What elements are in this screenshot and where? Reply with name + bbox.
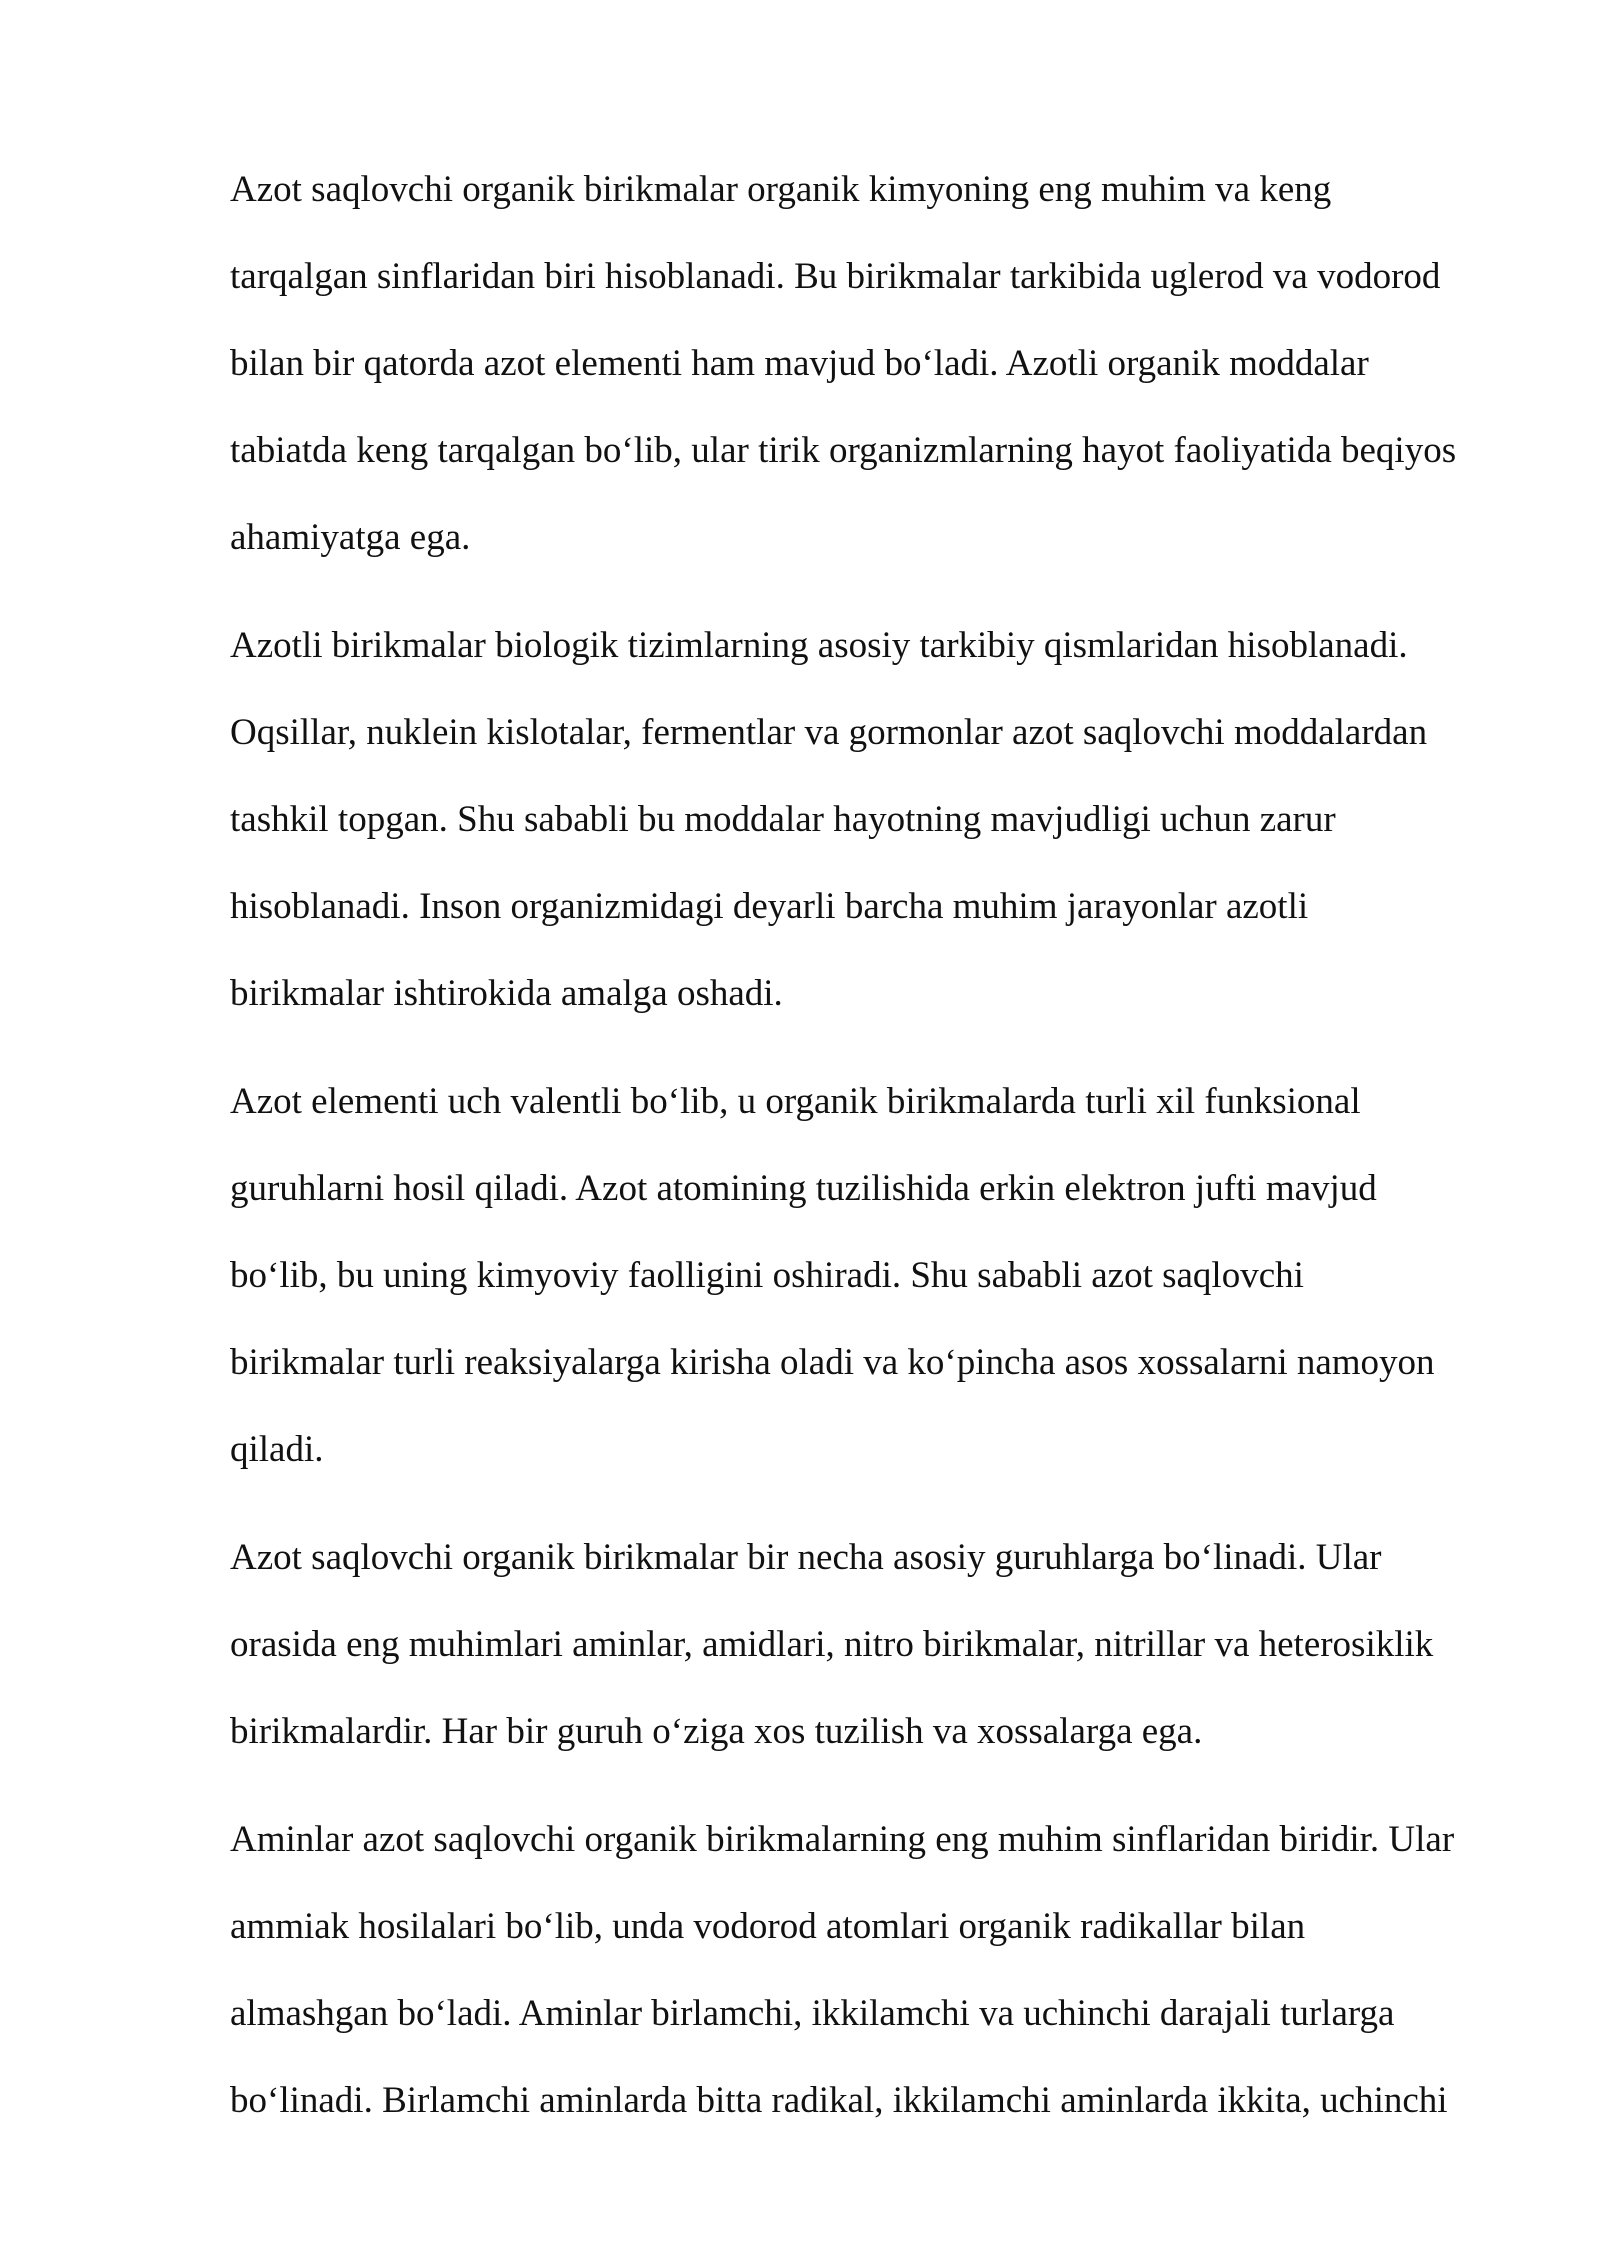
paragraph-2 [230, 602, 1520, 1037]
text-line: bilan bir qatorda azot elementi ham mavjud bo‘ladi. Azotli organik moddalar [230, 343, 1369, 384]
text-line: birikmalar turli reaksiyalarga kirisha oladi va ko‘pincha asos xossalarni namoyon [230, 1342, 1435, 1383]
text-line: hisoblanadi. Inson organizmidagi deyarli barcha muhim jarayonlar azotli [230, 886, 1309, 927]
text-line: Azot saqlovchi organik birikmalar organik kimyoning eng muhim va keng [230, 169, 1332, 210]
text-line: ahamiyatga ega. [230, 517, 471, 558]
text-line: bo‘lib, bu uning kimyoviy faolligini oshiradi. Shu sababli azot saqlovchi [230, 1255, 1304, 1296]
text-line: birikmalardir. Har bir guruh o‘ziga xos tuzilish va xossalarga ega. [230, 1711, 1203, 1752]
text-line: orasida eng muhimlari aminlar, amidlari, nitro birikmalar, nitrillar va heterosiklik [230, 1624, 1434, 1665]
text-line: almashgan bo‘ladi. Aminlar birlamchi, ikkilamchi va uchinchi darajali turlarga [230, 1993, 1395, 2034]
text-line: ammiak hosilalari bo‘lib, unda vodorod atomlari organik radikallar bilan [230, 1906, 1306, 1947]
text-line: qiladi. [230, 1429, 324, 1470]
document-body [230, 146, 1520, 2165]
text-line: Azotli birikmalar biologik tizimlarning asosiy tarkibiy qismlaridan hisoblanadi. [230, 625, 1408, 666]
text-line: Azot saqlovchi organik birikmalar bir necha asosiy guruhlarga bo‘linadi. Ular [230, 1537, 1382, 1578]
text-line: guruhlarni hosil qiladi. Azot atomining tuzilishida erkin elektron jufti mavjud [230, 1168, 1377, 1209]
text-line: bo‘linadi. Birlamchi aminlarda bitta radikal, ikkilamchi aminlarda ikkita, uchinchi [230, 2080, 1448, 2121]
text-line: Oqsillar, nuklein kislotalar, fermentlar va gormonlar azot saqlovchi moddalardan [230, 712, 1428, 753]
paragraph-4 [230, 1514, 1520, 1775]
paragraph-5 [230, 1796, 1520, 2144]
text-line: Aminlar azot saqlovchi organik birikmalarning eng muhim sinflaridan biridir. Ular [230, 1819, 1455, 1860]
paragraph-1 [230, 146, 1520, 581]
paragraph-3 [230, 1058, 1520, 1493]
text-line: Azot elementi uch valentli bo‘lib, u organik birikmalarda turli xil funksional [230, 1081, 1361, 1122]
text-line: birikmalar ishtirokida amalga oshadi. [230, 973, 783, 1014]
text-line: tarqalgan sinflaridan biri hisoblanadi. Bu birikmalar tarkibida uglerod va vodorod [230, 256, 1441, 297]
text-line: tabiatda keng tarqalgan bo‘lib, ular tirik organizmlarning hayot faoliyatida beqiyos [230, 430, 1457, 471]
text-line: tashkil topgan. Shu sababli bu moddalar hayotning mavjudligi uchun zarur [230, 799, 1336, 840]
